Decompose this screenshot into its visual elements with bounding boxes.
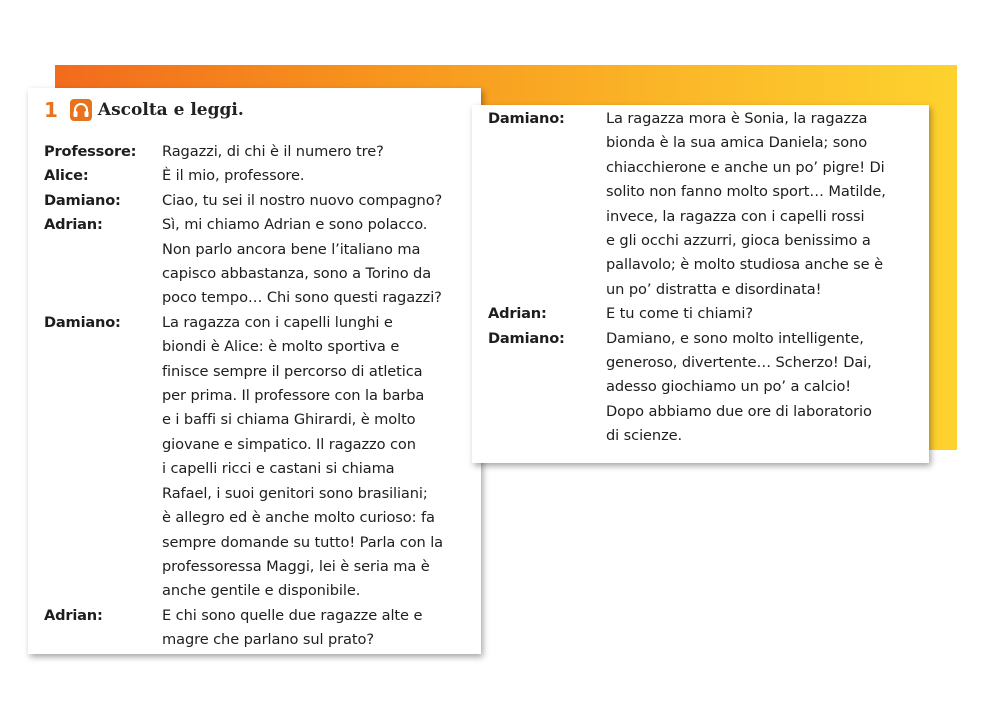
- speaker-name: Alice:: [44, 167, 89, 185]
- speech-text: La ragazza mora è Sonia, la ragazza bionda è la sua amica Daniela; sono chiacchierone e anche un po’ pigre! Di solito non fanno molto sport… Matilde, invece, la ragazza con i capelli rossi e gli occhi azzurri, gioca benissimo a pallavolo; è molto studiosa anche se è un po’ distratta e disordinata!: [606, 110, 886, 298]
- dialogue-line: [44, 311, 474, 604]
- speaker-name: Adrian:: [488, 305, 547, 323]
- right-text-card: [472, 105, 929, 463]
- speaker-name: Adrian:: [44, 606, 103, 624]
- right-dialogue: [488, 107, 918, 449]
- speech-text: Sì, mi chiamo Adrian e sono polacco. Non parlo ancora bene l’italiano ma capisco abbastanza, sono a Torino da poco tempo… Chi sono questi ragazzi?: [162, 216, 442, 307]
- dialogue-line: [488, 302, 918, 326]
- dialogue-line: [44, 140, 474, 164]
- dialogue-line: [44, 604, 474, 653]
- speaker-name: Professore:: [44, 143, 137, 160]
- speech-text: La ragazza con i capelli lunghi e biondi è Alice: è molto sportiva e finisce sempre il percorso di atletica per prima. Il professore con la barba e i baffi si chiama Ghirardi, è molto giovane e simpatico. Il ragazzo con i capelli ricci e castani si chiama Rafael, i suoi genitori sono brasiliani; è allegro ed è anche molto curioso: fa sempre domande su tutto! Parla con la professoressa Maggi, lei è seria ma è anche gentile e disponibile.: [162, 313, 444, 600]
- speech-text: Damiano, e sono molto intelligente, generoso, divertente… Scherzo! Dai, adesso giochiamo un po’ a calcio! Dopo abbiamo due ore di laboratorio di scienze.: [606, 329, 872, 445]
- headphones-icon[interactable]: [70, 99, 92, 121]
- exercise-header: [44, 98, 244, 122]
- dialogue-line: [44, 189, 474, 213]
- exercise-title: Ascolta e leggi.: [97, 100, 244, 120]
- speaker-name: Damiano:: [488, 110, 565, 127]
- dialogue-line: [44, 164, 474, 188]
- speaker-name: Damiano:: [44, 313, 121, 331]
- speaker-name: Adrian:: [44, 216, 103, 234]
- left-text-card: [28, 88, 481, 654]
- speech-text: E chi sono quelle due ragazze alte e magre che parlano sul prato?: [162, 606, 423, 649]
- left-dialogue: [44, 140, 474, 653]
- speech-text: E tu come ti chiami?: [606, 305, 753, 323]
- dialogue-line: [44, 213, 474, 311]
- speech-text: Ciao, tu sei il nostro nuovo compagno?: [162, 191, 443, 209]
- dialogue-line: [488, 107, 918, 302]
- exercise-number: 1: [44, 98, 58, 122]
- speaker-name: Damiano:: [488, 329, 565, 347]
- speech-text: Ragazzi, di chi è il numero tre?: [162, 143, 384, 160]
- speaker-name: Damiano:: [44, 191, 121, 209]
- speech-text: È il mio, professore.: [162, 167, 305, 185]
- dialogue-line: [488, 327, 918, 449]
